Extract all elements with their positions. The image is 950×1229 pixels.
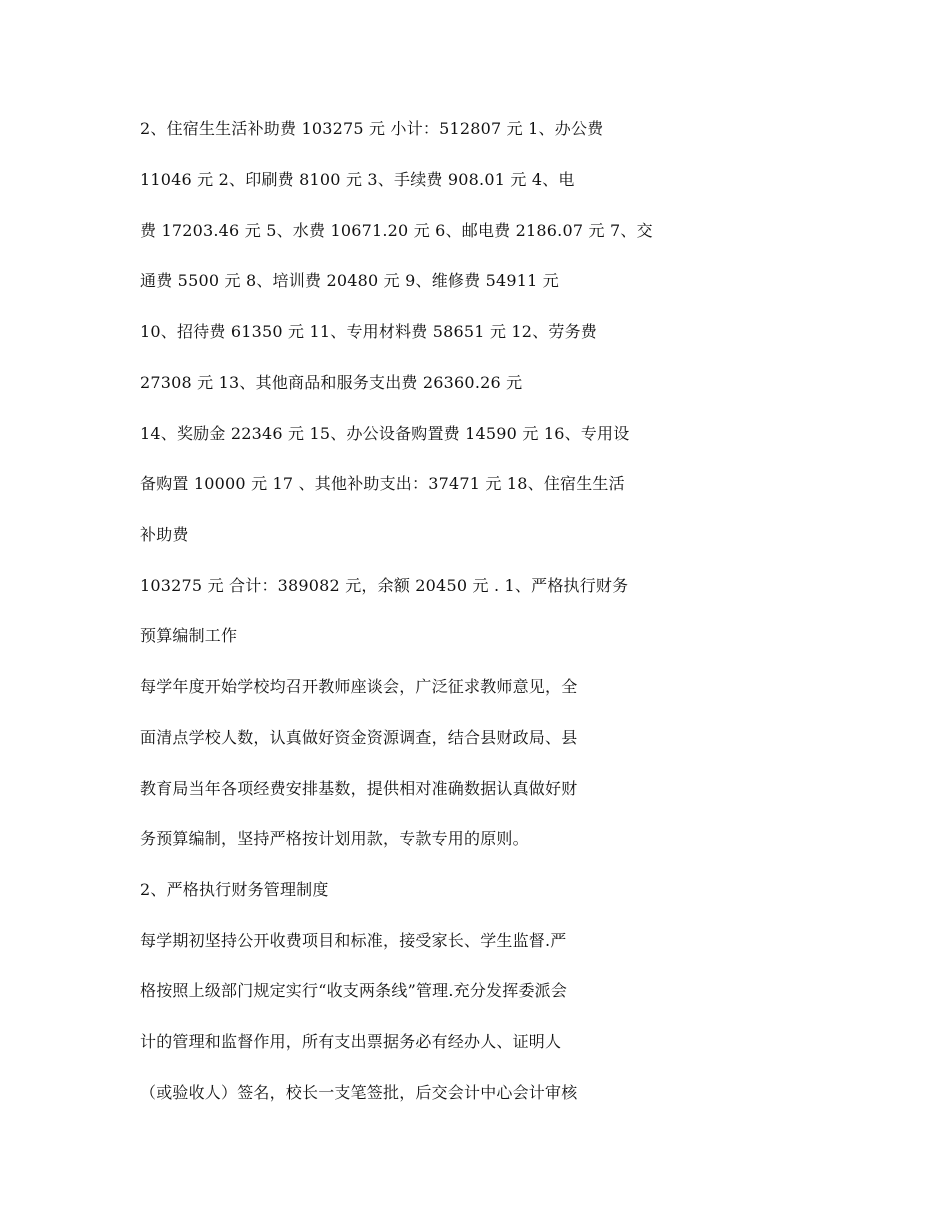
text-line-12: 每学年度开始学校均召开教师座谈会，广泛征求教师意见，全 <box>140 677 578 696</box>
text-line-13: 面清点学校人数，认真做好资金资源调查，结合县财政局、县 <box>140 728 578 747</box>
text-line-17: 每学期初坚持公开收费项目和标准，接受家长、学生监督.严 <box>140 931 567 950</box>
text-line-6: 27308 元 13、其他商品和服务支出费 26360.26 元 <box>140 373 523 392</box>
text-line-11: 预算编制工作 <box>140 626 238 645</box>
text-line-16: 2、严格执行财务管理制度 <box>140 880 329 899</box>
text-line-14: 教育局当年各项经费安排基数，提供相对准确数据认真做好财 <box>140 779 578 798</box>
text-line-8: 备购置 10000 元 17 、其他补助支出：37471 元 18、住宿生生活 <box>140 474 625 493</box>
text-line-2: 11046 元 2、印刷费 8100 元 3、手续费 908.01 元 4、电 <box>140 170 575 189</box>
text-line-10: 103275 元 合计：389082 元，余额 20450 元 . 1、严格执行财务 <box>140 576 629 595</box>
text-line-5: 10、招待费 61350 元 11、专用材料费 58651 元 12、劳务费 <box>140 322 597 341</box>
text-line-1: 2、住宿生生活补助费 103275 元 小计：512807 元 1、办公费 <box>140 119 604 138</box>
text-line-19: 计的管理和监督作用，所有支出票据务必有经办人、证明人 <box>140 1032 562 1051</box>
text-line-15: 务预算编制，坚持严格按计划用款，专款专用的原则。 <box>140 829 529 848</box>
text-line-7: 14、奖励金 22346 元 15、办公设备购置费 14590 元 16、专用设 <box>140 424 630 443</box>
text-line-3: 费 17203.46 元 5、水费 10671.20 元 6、邮电费 2186.07 元 7、交 <box>140 221 653 240</box>
text-line-9: 补助费 <box>140 525 189 544</box>
text-line-4: 通费 5500 元 8、培训费 20480 元 9、维修费 54911 元 <box>140 271 559 290</box>
text-line-20: （或验收人）签名，校长一支笔签批，后交会计中心会计审核 <box>140 1083 578 1102</box>
text-line-18: 格按照上级部门规定实行“收支两条线”管理.充分发挥委派会 <box>140 981 568 1000</box>
